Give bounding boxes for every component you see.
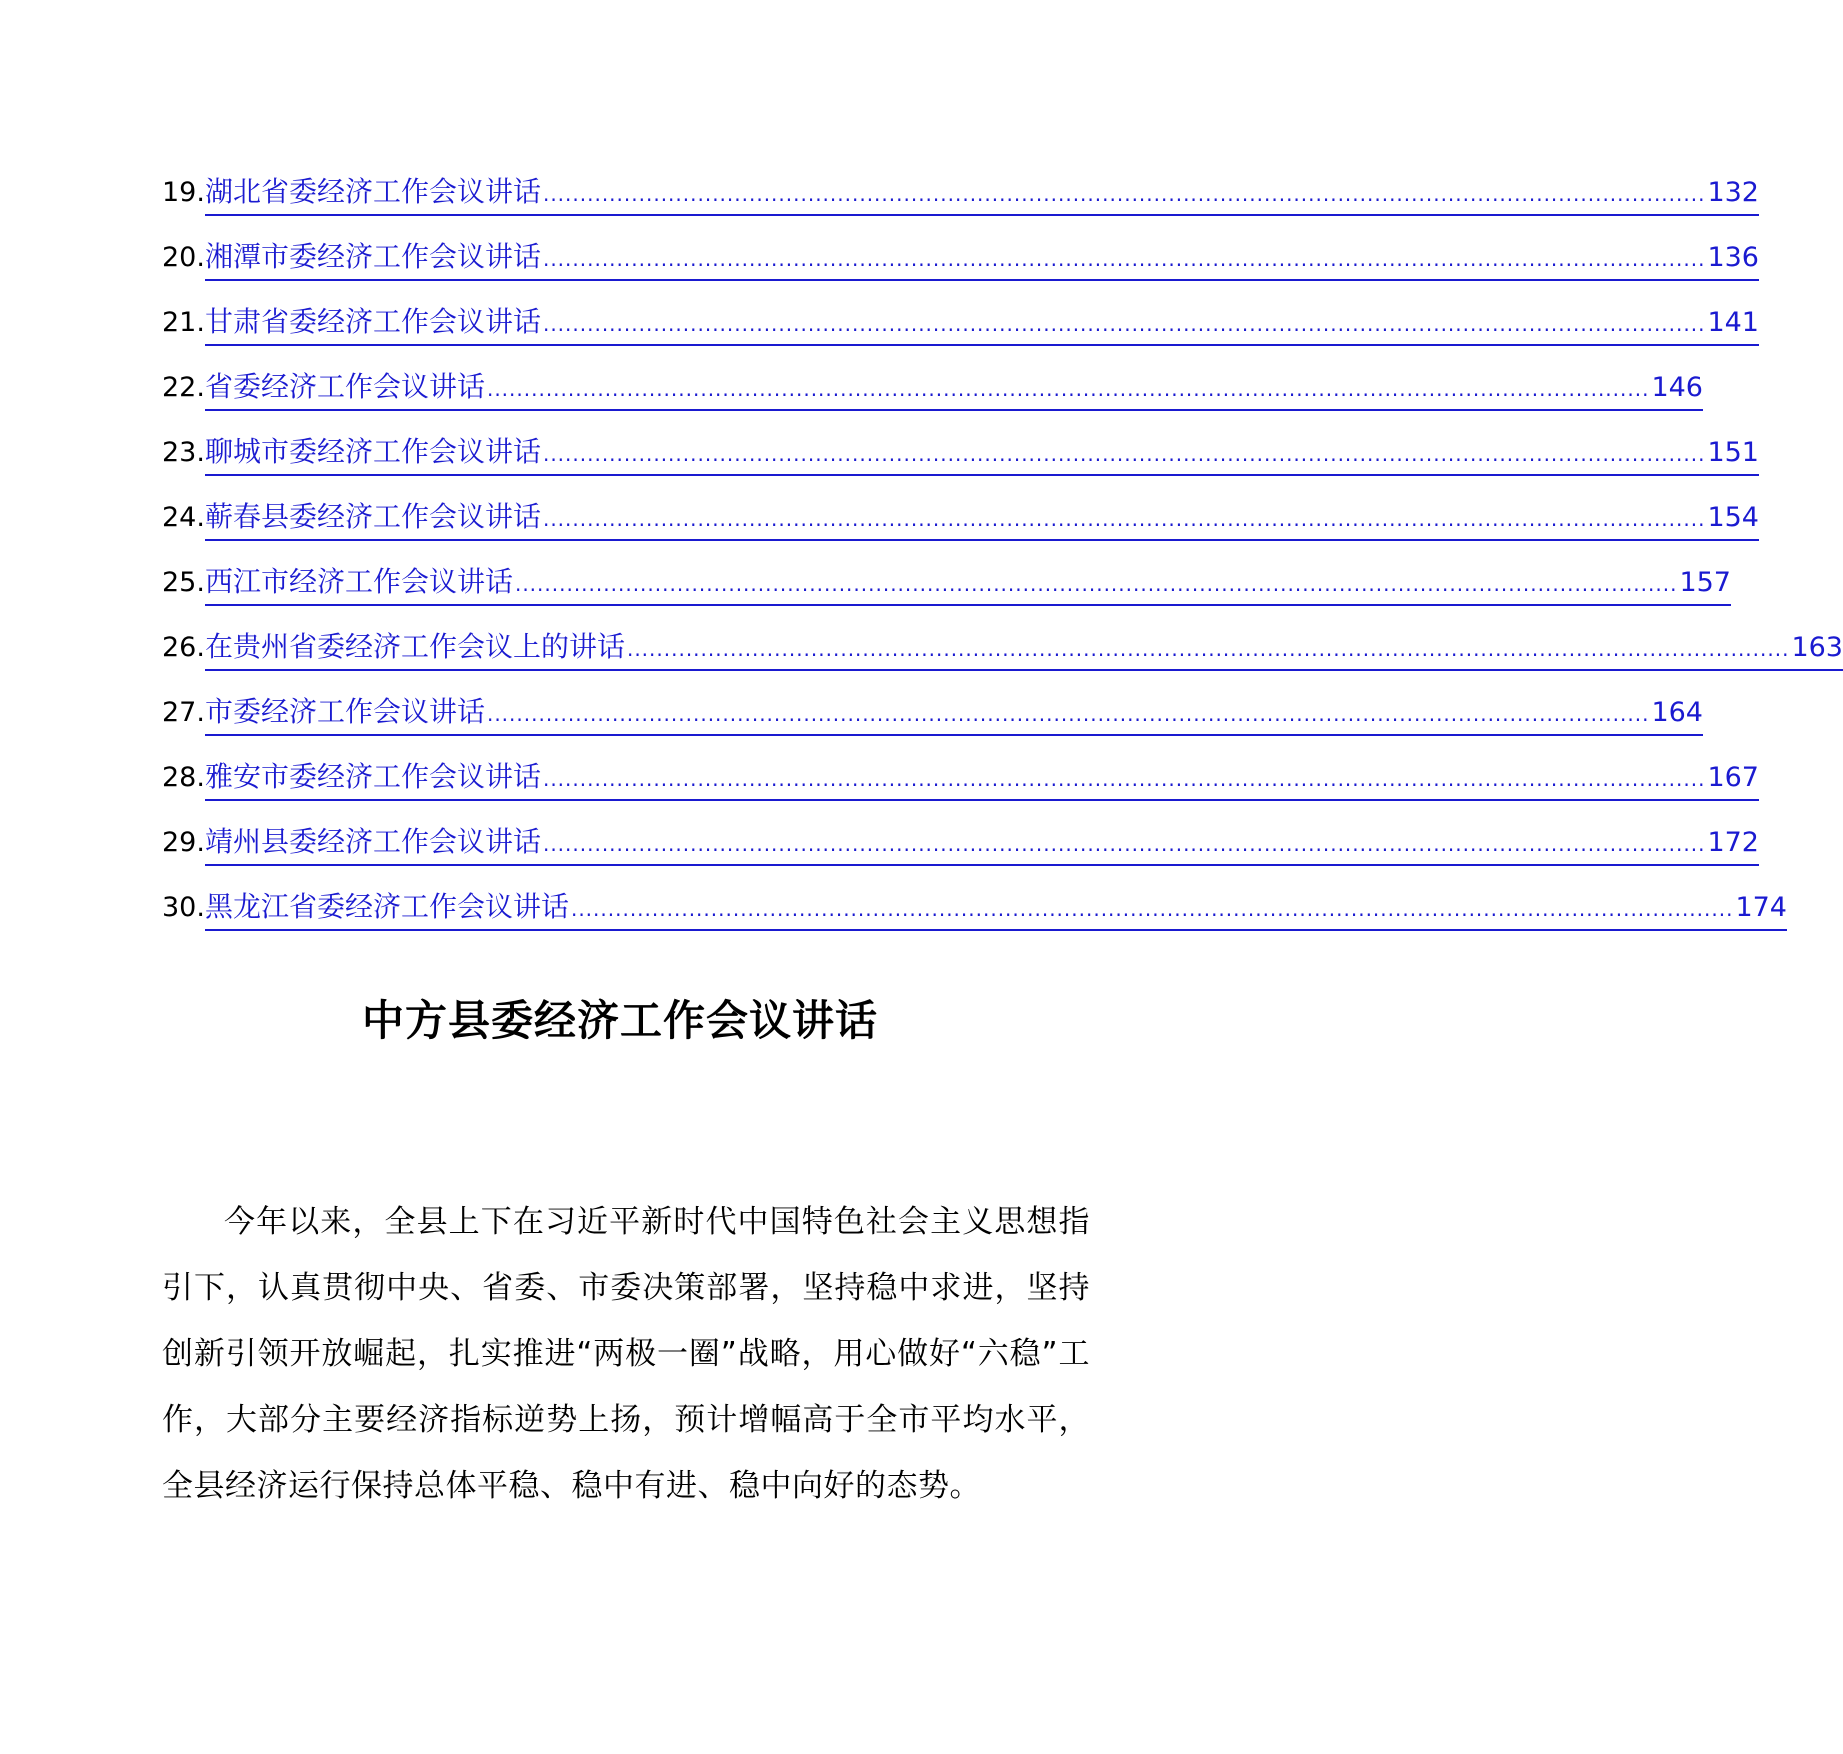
toc-leader-dots: .............................................................................................................................................................. [570, 897, 1734, 921]
article-paragraph: 今年以来，全县上下在习近平新时代中国特色社会主义思想指引下，认真贯彻中央、省委、市委决策部署，坚持稳中求进，坚持创新引领开放崛起，扎实推进“两极一圈”战略，用心做好“六稳”工作，大部分主要经济指标逆势上扬，预计增幅高于全市平均水平，全县经济运行保持总体平稳、稳中有进、稳中向好的态势。 [162, 1204, 1090, 1504]
toc-entry [162, 237, 1759, 302]
toc-entry-link[interactable] [205, 627, 1843, 671]
toc-entry-title: 蕲春县委经济工作会议讲话 [204, 500, 541, 533]
toc-entry-page: 141 [1707, 307, 1759, 338]
toc-leader-dots: .............................................................................................................................................................. [486, 377, 1650, 401]
table-of-contents [162, 172, 1843, 952]
toc-entry-page: 172 [1707, 827, 1759, 858]
toc-entry [162, 432, 1759, 497]
toc-entry-number: 28. [162, 762, 205, 793]
toc-entry-number: 19. [162, 177, 205, 208]
toc-entry-link[interactable] [205, 822, 1759, 866]
toc-entry-link[interactable] [205, 432, 1759, 476]
toc-entry-page: 154 [1707, 502, 1759, 533]
toc-leader-dots: .............................................................................................................................................................. [542, 507, 1706, 531]
toc-entry-title: 靖州县委经济工作会议讲话 [204, 825, 541, 858]
toc-entry [162, 562, 1731, 627]
toc-entry [162, 887, 1787, 952]
toc-leader-dots: .............................................................................................................................................................. [542, 767, 1706, 791]
toc-entry-link[interactable] [205, 757, 1759, 801]
toc-entry-page: 164 [1651, 697, 1703, 728]
toc-entry [162, 172, 1759, 237]
toc-entry-link[interactable] [205, 367, 1703, 411]
toc-entry-number: 30. [162, 892, 205, 923]
toc-leader-dots: .............................................................................................................................................................. [542, 832, 1706, 856]
toc-entry-number: 22. [162, 372, 205, 403]
toc-entry [162, 497, 1759, 562]
toc-leader-dots: .............................................................................................................................................................. [542, 312, 1706, 336]
toc-leader-dots: .............................................................................................................................................................. [514, 572, 1678, 596]
article-title: 中方县委经济工作会议讲话 [361, 996, 878, 1045]
toc-entry [162, 822, 1759, 887]
toc-entry-link[interactable] [205, 302, 1759, 346]
toc-entry-link[interactable] [205, 172, 1759, 216]
toc-entry [162, 302, 1759, 367]
toc-entry-number: 29. [162, 827, 205, 858]
toc-entry-number: 27. [162, 697, 205, 728]
toc-entry-page: 174 [1735, 892, 1787, 923]
toc-entry-title: 黑龙江省委经济工作会议讲话 [204, 890, 569, 923]
toc-entry-title: 市委经济工作会议讲话 [204, 695, 485, 728]
toc-entry-title: 甘肃省委经济工作会议讲话 [204, 305, 541, 338]
toc-entry-page: 167 [1707, 762, 1759, 793]
toc-entry-link[interactable] [205, 237, 1759, 281]
toc-entry-number: 20. [162, 242, 205, 273]
toc-entry-title: 雅安市委经济工作会议讲话 [204, 760, 541, 793]
toc-entry [162, 627, 1843, 692]
toc-entry [162, 367, 1703, 432]
toc-entry-title: 在贵州省委经济工作会议上的讲话 [204, 630, 625, 663]
toc-leader-dots: .............................................................................................................................................................. [626, 637, 1790, 661]
toc-entry-page: 132 [1707, 177, 1759, 208]
toc-entry-page: 163 [1791, 632, 1843, 663]
toc-entry-number: 25. [162, 567, 205, 598]
toc-entry-page: 146 [1651, 372, 1703, 403]
toc-entry [162, 757, 1759, 822]
toc-entry-number: 21. [162, 307, 205, 338]
toc-entry-number: 26. [162, 632, 205, 663]
toc-entry-title: 省委经济工作会议讲话 [204, 370, 485, 403]
toc-entry-title: 湖北省委经济工作会议讲话 [204, 175, 541, 208]
toc-entry-number: 24. [162, 502, 205, 533]
toc-entry-page: 151 [1707, 437, 1759, 468]
toc-entry-link[interactable] [205, 562, 1731, 606]
toc-entry-link[interactable] [205, 887, 1787, 931]
toc-leader-dots: .............................................................................................................................................................. [542, 182, 1706, 206]
toc-entry-link[interactable] [205, 497, 1759, 541]
toc-leader-dots: .............................................................................................................................................................. [486, 702, 1650, 726]
toc-entry-title: 湘潭市委经济工作会议讲话 [204, 240, 541, 273]
toc-entry-link[interactable] [205, 692, 1703, 736]
toc-entry-number: 23. [162, 437, 205, 468]
toc-entry-page: 157 [1679, 567, 1731, 598]
toc-entry-title: 西江市经济工作会议讲话 [204, 565, 513, 598]
toc-leader-dots: .............................................................................................................................................................. [542, 442, 1706, 466]
toc-entry-page: 136 [1707, 242, 1759, 273]
toc-entry [162, 692, 1703, 757]
toc-entry-title: 聊城市委经济工作会议讲话 [204, 435, 541, 468]
toc-leader-dots: .............................................................................................................................................................. [542, 247, 1706, 271]
